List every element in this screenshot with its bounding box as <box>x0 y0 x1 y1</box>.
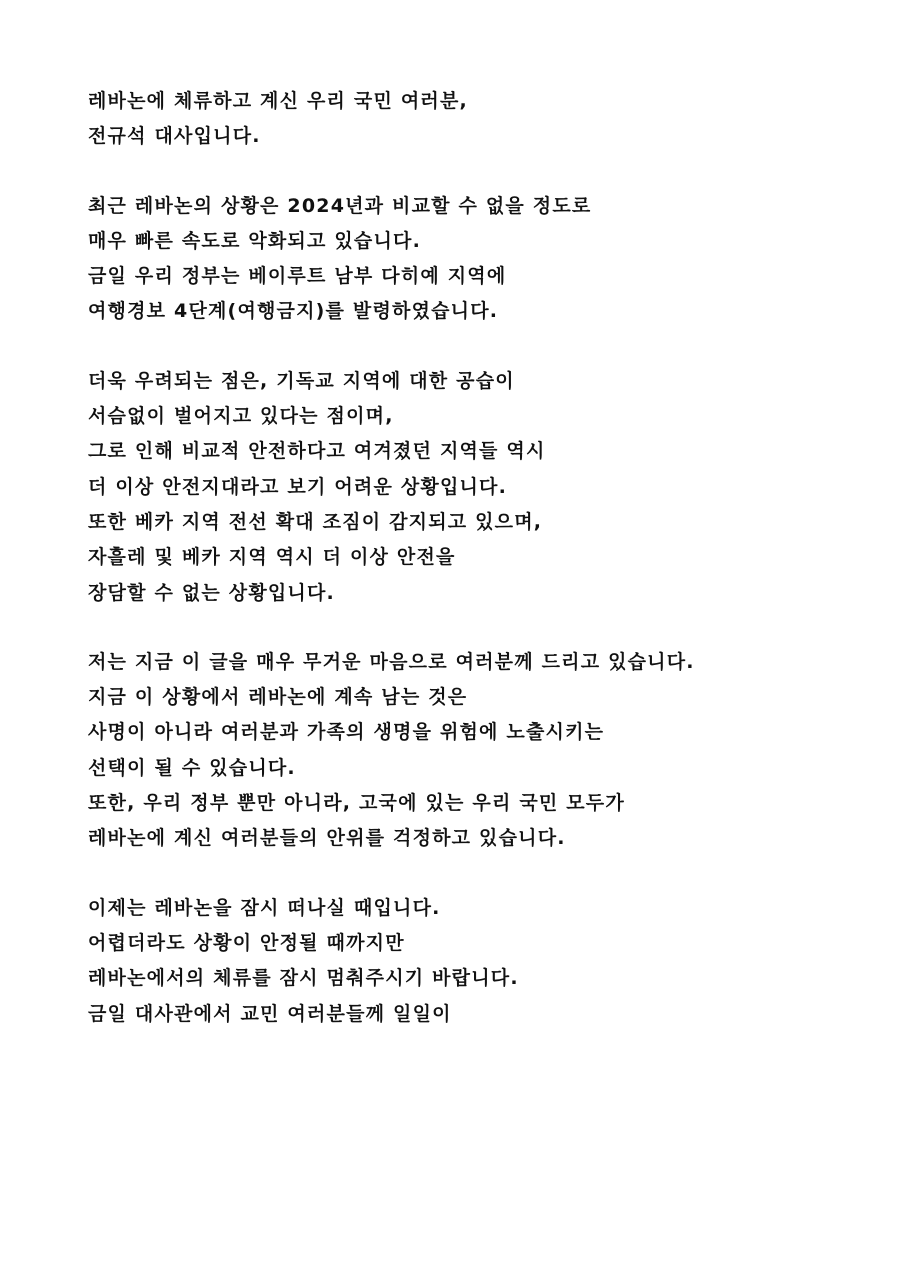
letter-line: 금일 대사관에서 교민 여러분들께 일일이 <box>88 1002 452 1025</box>
letter-line: 레바논에 계신 여러분들의 안위를 걱정하고 있습니다. <box>88 827 566 850</box>
letter-line: 더욱 우려되는 점은, 기독교 지역에 대한 공습이 <box>88 369 515 392</box>
paragraph-situation <box>88 189 878 330</box>
letter-line: 이제는 레바논을 잠시 떠나실 때입니다. <box>88 896 441 919</box>
letter-line: 더 이상 안전지대라고 보기 어려운 상황입니다. <box>88 475 508 498</box>
letter-line: 매우 빠른 속도로 악화되고 있습니다. <box>88 229 421 252</box>
letter-line: 전규석 대사입니다. <box>88 125 261 148</box>
letter-line: 금일 우리 정부는 베이루트 남부 다히예 지역에 <box>88 265 507 288</box>
letter-line: 저는 지금 이 글을 매우 무거운 마음으로 여러분께 드리고 있습니다. <box>88 650 695 673</box>
letter-line: 어렵더라도 상황이 안정될 때까지만 <box>88 931 405 954</box>
letter-line: 서슴없이 벌어지고 있다는 점이며, <box>88 405 394 428</box>
letter-line: 또한 베카 지역 전선 확대 조짐이 감지되고 있으며, <box>88 510 543 533</box>
paragraph-appeal <box>88 645 878 857</box>
letter-line: 최근 레바논의 상황은 2024년과 비교할 수 없을 정도로 <box>88 194 592 217</box>
paragraph-request <box>88 891 878 1032</box>
letter-line: 또한, 우리 정부 뿐만 아니라, 고국에 있는 우리 국민 모두가 <box>88 792 625 815</box>
letter-line: 선택이 될 수 있습니다. <box>88 756 296 779</box>
paragraph-concerns <box>88 364 878 611</box>
paragraph-greeting <box>88 84 878 155</box>
letter-line: 레바논에서의 체류를 잠시 멈춰주시기 바랍니다. <box>88 967 519 990</box>
letter-line: 장담할 수 없는 상황입니다. <box>88 581 335 604</box>
letter-line: 자흘레 및 베카 지역 역시 더 이상 안전을 <box>88 546 456 569</box>
letter-line: 여행경보 4단계(여행금지)를 발령하였습니다. <box>88 300 499 323</box>
letter-line: 그로 인해 비교적 안전하다고 여겨졌던 지역들 역시 <box>88 440 546 463</box>
letter-line: 레바논에 체류하고 계신 우리 국민 여러분, <box>88 90 468 112</box>
letter-line: 사명이 아니라 여러분과 가족의 생명을 위험에 노출시키는 <box>88 721 605 744</box>
letter-page <box>88 84 878 1066</box>
letter-line: 지금 이 상황에서 레바논에 계속 남는 것은 <box>88 686 468 709</box>
